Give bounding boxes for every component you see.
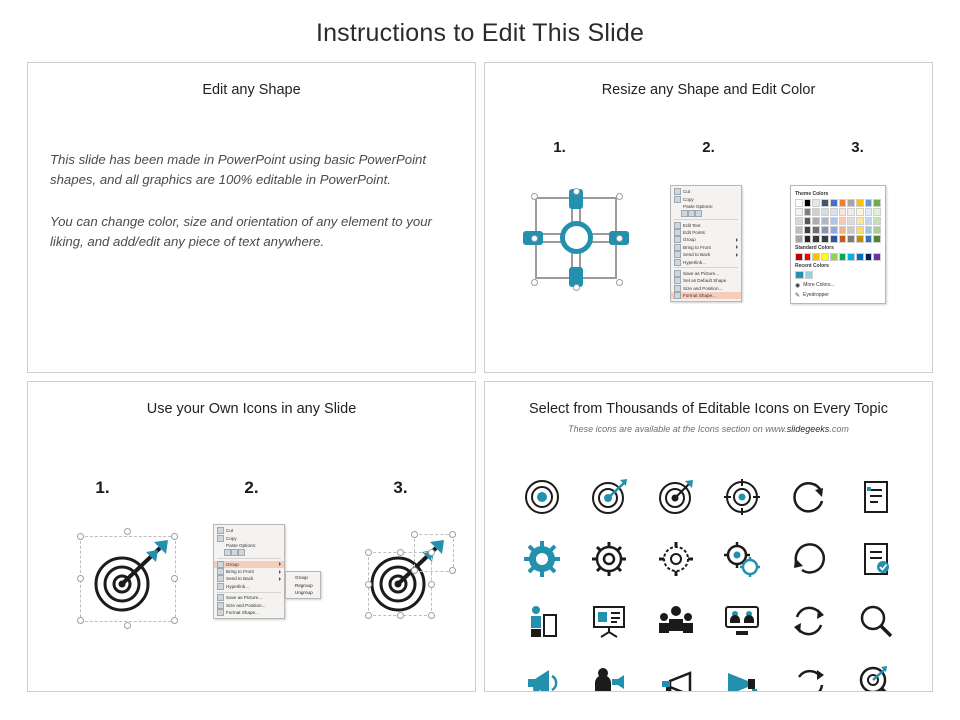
theme-swatch-row-4[interactable] bbox=[795, 226, 881, 234]
edit-shape-paragraph-1: This slide has been made in PowerPoint using basic PowerPoint shapes, and all graphics are 100% editable in PowerPoint. bbox=[50, 152, 427, 187]
person-podium-icon[interactable] bbox=[522, 601, 562, 641]
submenu-item-group[interactable]: Group bbox=[295, 575, 308, 581]
subtitle-brand: slidegeeks bbox=[786, 424, 830, 434]
copy-icon bbox=[217, 535, 224, 542]
resize-step-number-1: 1. bbox=[553, 139, 566, 156]
menu-item-size-and-position[interactable]: Size and Position... bbox=[671, 285, 741, 292]
panel-resize-shape bbox=[484, 62, 933, 373]
document-list-icon[interactable] bbox=[856, 477, 896, 517]
hyperlink-icon bbox=[674, 259, 681, 266]
subtitle-prefix: These icons are available at the Icons section on www. bbox=[568, 424, 787, 434]
paste-icon bbox=[681, 210, 688, 217]
menu-item-send-to-back[interactable]: Send to Back bbox=[671, 251, 741, 258]
menu-item-cut[interactable]: Cut bbox=[214, 527, 284, 534]
person-speaking-icon[interactable] bbox=[589, 663, 629, 692]
target-dartboard-icon[interactable] bbox=[656, 477, 696, 517]
group-icon bbox=[674, 236, 681, 243]
theme-swatch-row-5[interactable] bbox=[795, 235, 881, 243]
save-picture-icon bbox=[217, 594, 224, 601]
team-meeting-icon[interactable] bbox=[722, 601, 762, 641]
edit-points-icon bbox=[674, 229, 681, 236]
refresh-arrow-icon[interactable] bbox=[789, 539, 829, 579]
panel-title-resize-shape: Resize any Shape and Edit Color bbox=[601, 82, 816, 98]
send-to-back-icon bbox=[674, 251, 681, 258]
menu-item-group[interactable]: Group bbox=[671, 236, 741, 243]
menu-item-format-shape[interactable]: Format Shape... bbox=[214, 609, 284, 616]
more-colors-option[interactable]: ◉ More Colors... bbox=[795, 282, 835, 289]
menu-item-group[interactable]: Group bbox=[214, 561, 284, 568]
resize-step-number-2: 2. bbox=[702, 139, 715, 156]
copy-icon bbox=[674, 196, 681, 203]
checklist-document-icon[interactable] bbox=[856, 539, 896, 579]
paste-options-icons[interactable] bbox=[671, 210, 741, 217]
recycle-arrows-icon[interactable] bbox=[789, 663, 829, 692]
menu-item-hyperlink[interactable]: Hyperlink... bbox=[214, 583, 284, 590]
target-circle-icon[interactable] bbox=[522, 477, 562, 517]
icon-gallery bbox=[509, 466, 909, 692]
people-group-icon[interactable] bbox=[656, 601, 696, 641]
panel-title-editable-icons: Select from Thousands of Editable Icons on Every Topic bbox=[529, 401, 888, 417]
paste-keep-format-icon bbox=[231, 549, 238, 556]
gear-double-icon[interactable] bbox=[722, 539, 762, 579]
menu-item-set-default-shape[interactable]: Set as Default Shape bbox=[671, 277, 741, 284]
menu-item-bring-to-front[interactable]: Bring to Front bbox=[671, 244, 741, 251]
standard-colors-label: Standard Colors bbox=[795, 245, 834, 251]
powerpoint-context-menu-group[interactable] bbox=[213, 524, 313, 619]
bullhorn-right-icon[interactable] bbox=[722, 663, 762, 692]
refresh-clockwise-icon[interactable] bbox=[789, 477, 829, 517]
megaphone-icon[interactable] bbox=[522, 663, 562, 692]
paste-picture-icon bbox=[695, 210, 702, 217]
menu-item-cut[interactable]: Cut bbox=[671, 188, 741, 195]
palette-icon: ◉ bbox=[795, 282, 801, 289]
presentation-person-icon[interactable] bbox=[589, 601, 629, 641]
eyedropper-option[interactable]: ✎ Eyedropper bbox=[795, 292, 829, 299]
panel-edit-shape bbox=[27, 62, 476, 373]
theme-swatch-row-2[interactable] bbox=[795, 208, 881, 216]
chevron-right-icon bbox=[736, 245, 738, 249]
format-shape-icon bbox=[674, 292, 681, 299]
color-picker-panel[interactable] bbox=[790, 185, 886, 304]
edit-shape-paragraph-2: You can change color, size and orientation of any element to your liking, and add/edit any piece of text anywhere. bbox=[50, 214, 432, 249]
menu-item-copy[interactable]: Copy bbox=[214, 534, 284, 541]
menu-item-paste-options[interactable]: Paste Options: bbox=[226, 542, 257, 548]
theme-swatch-row-1[interactable] bbox=[795, 199, 881, 207]
menu-item-edit-text[interactable]: Edit Text bbox=[671, 222, 741, 229]
magnifier-icon[interactable] bbox=[856, 601, 896, 641]
gear-dashed-icon[interactable] bbox=[656, 539, 696, 579]
hyperlink-icon bbox=[217, 583, 224, 590]
bring-to-front-icon bbox=[674, 244, 681, 251]
recent-colors-label: Recent Colors bbox=[795, 263, 829, 269]
group-icon bbox=[217, 561, 224, 568]
send-to-back-icon bbox=[217, 575, 224, 582]
submenu-item-regroup[interactable]: Regroup bbox=[295, 582, 313, 588]
panel-title-own-icons: Use your Own Icons in any Slide bbox=[146, 401, 357, 417]
panel-title-edit-shape: Edit any Shape bbox=[202, 82, 301, 98]
page-title: Instructions to Edit This Slide bbox=[315, 19, 645, 47]
paste-picture-icon bbox=[238, 549, 245, 556]
powerpoint-context-menu[interactable] bbox=[670, 185, 742, 302]
format-shape-icon bbox=[217, 609, 224, 616]
save-picture-icon bbox=[674, 270, 681, 277]
target-arrow-icon[interactable] bbox=[589, 477, 629, 517]
size-position-icon bbox=[217, 602, 224, 609]
panel-own-icons bbox=[27, 381, 476, 692]
resize-step-number-3: 3. bbox=[851, 139, 864, 156]
theme-colors-label: Theme Colors bbox=[795, 191, 829, 197]
menu-item-save-as-picture[interactable]: Save as Picture... bbox=[214, 594, 284, 601]
cut-icon bbox=[217, 527, 224, 534]
target-crosshair-icon[interactable] bbox=[722, 477, 762, 517]
menu-item-edit-points[interactable]: Edit Points bbox=[671, 229, 741, 236]
chevron-right-icon bbox=[279, 562, 281, 566]
menu-item-save-as-picture[interactable]: Save as Picture... bbox=[671, 270, 741, 277]
bring-to-front-icon bbox=[217, 568, 224, 575]
menu-item-size-and-position[interactable]: Size and Position... bbox=[214, 601, 284, 608]
menu-item-paste-options[interactable]: Paste Options: bbox=[683, 203, 714, 209]
cut-icon bbox=[674, 188, 681, 195]
menu-item-copy[interactable]: Copy bbox=[671, 195, 741, 202]
paste-icon bbox=[224, 549, 231, 556]
menu-item-format-shape[interactable]: Format Shape... bbox=[671, 292, 741, 299]
shape-with-handles-graphic bbox=[517, 183, 635, 295]
dartboard-ungrouped-graphic bbox=[348, 528, 458, 628]
panel-subtitle-editable-icons bbox=[485, 424, 932, 434]
default-shape-icon bbox=[674, 277, 681, 284]
sync-arrows-icon[interactable] bbox=[789, 601, 829, 641]
chevron-right-icon bbox=[736, 238, 738, 242]
submenu-item-ungroup[interactable]: Ungroup bbox=[295, 589, 313, 595]
panel-editable-icons bbox=[484, 381, 933, 692]
menu-item-bring-to-front[interactable]: Bring to Front bbox=[214, 568, 284, 575]
subtitle-suffix: .com bbox=[829, 424, 849, 434]
own-icons-step-number-1: 1. bbox=[95, 478, 110, 497]
theme-swatch-row-3[interactable] bbox=[795, 217, 881, 225]
edit-text-icon bbox=[674, 222, 681, 229]
own-icons-step-number-2: 2. bbox=[244, 478, 259, 497]
chevron-right-icon bbox=[279, 577, 281, 581]
dartboard-selected-graphic bbox=[72, 528, 182, 628]
gear-outline-icon[interactable] bbox=[589, 539, 629, 579]
paste-keep-format-icon bbox=[688, 210, 695, 217]
eyedropper-icon: ✎ bbox=[795, 292, 801, 299]
bullhorn-left-icon[interactable] bbox=[656, 663, 696, 692]
group-submenu[interactable] bbox=[285, 571, 321, 599]
panel-grid bbox=[27, 62, 933, 694]
chevron-right-icon bbox=[736, 253, 738, 257]
target-search-icon[interactable] bbox=[856, 663, 896, 692]
own-icons-step-number-3: 3. bbox=[393, 478, 408, 497]
paste-options-icons[interactable] bbox=[214, 549, 284, 556]
menu-item-hyperlink[interactable]: Hyperlink... bbox=[671, 258, 741, 265]
size-position-icon bbox=[674, 285, 681, 292]
menu-item-send-to-back[interactable]: Send to Back bbox=[214, 575, 284, 582]
recent-swatch-row[interactable] bbox=[795, 271, 881, 279]
chevron-right-icon bbox=[279, 570, 281, 574]
standard-swatch-row[interactable] bbox=[795, 253, 881, 261]
gear-solid-icon[interactable] bbox=[522, 539, 562, 579]
